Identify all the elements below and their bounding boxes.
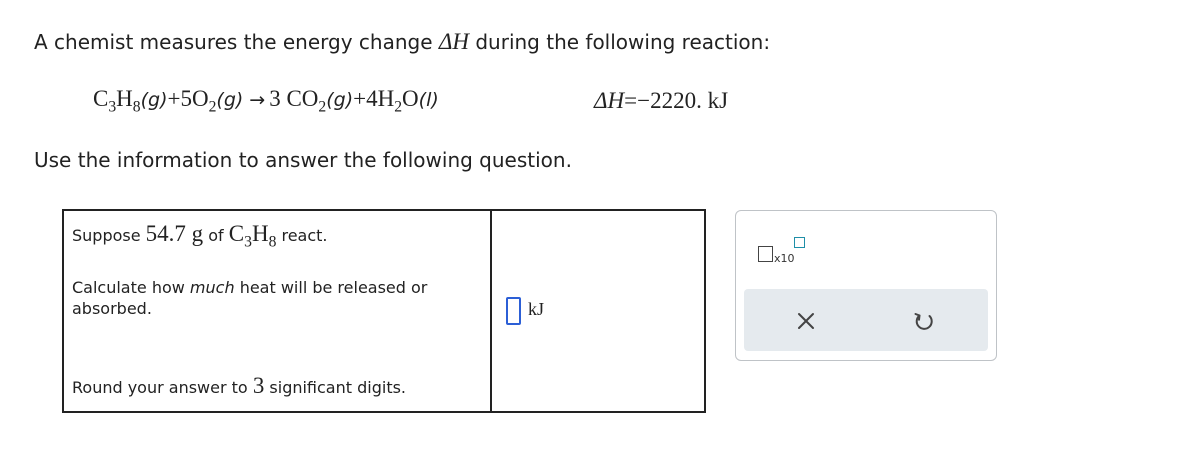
compound-formula: $C_3H_8$ <box>228 221 277 251</box>
propane-formula: $C_3H_8$ <box>93 86 141 116</box>
undo-icon <box>913 310 935 332</box>
tool-panel <box>735 210 997 361</box>
answer-unit: kJ <box>528 299 545 319</box>
reaction-arrow: → <box>249 89 266 111</box>
suppose-line: Suppose 54.7 g of $C_3H_8$ react. <box>72 221 328 251</box>
reaction-equation: $C_3H_8(g)+5O_2(g) \to 3$ $CO_2(g)+4H_2O(l)$ <box>93 86 439 116</box>
instruction-text: Use the information to answer the following question. <box>34 148 572 172</box>
action-toolbar <box>744 289 988 351</box>
clear-button[interactable] <box>792 307 820 335</box>
given-mass: 54.7 g <box>145 221 204 246</box>
mantissa-box-icon <box>758 246 773 262</box>
rounding-instruction: Round your answer to 3 significant digits. <box>72 373 407 398</box>
oxygen-formula: $O_2$ <box>191 86 217 116</box>
delta-h-symbol: ΔH <box>438 29 469 54</box>
intro-text: A chemist measures the energy change ΔH during the following reaction: <box>34 29 771 54</box>
enthalpy-value: ΔH=−2220. kJ <box>594 88 729 113</box>
question-table <box>62 209 706 413</box>
close-icon <box>797 312 815 330</box>
exponent-box-icon <box>794 237 805 248</box>
co2-formula: $CO_2$ <box>286 86 327 116</box>
answer-cell <box>492 211 704 411</box>
water-formula: $H_2O$ <box>377 86 419 116</box>
answer-input[interactable] <box>506 297 521 325</box>
question-cell <box>64 211 492 411</box>
undo-button[interactable] <box>910 307 938 335</box>
scientific-notation-button[interactable]: x10 <box>758 237 804 269</box>
calculate-prompt: Calculate how much heat will be released or absorbed. <box>72 278 428 318</box>
